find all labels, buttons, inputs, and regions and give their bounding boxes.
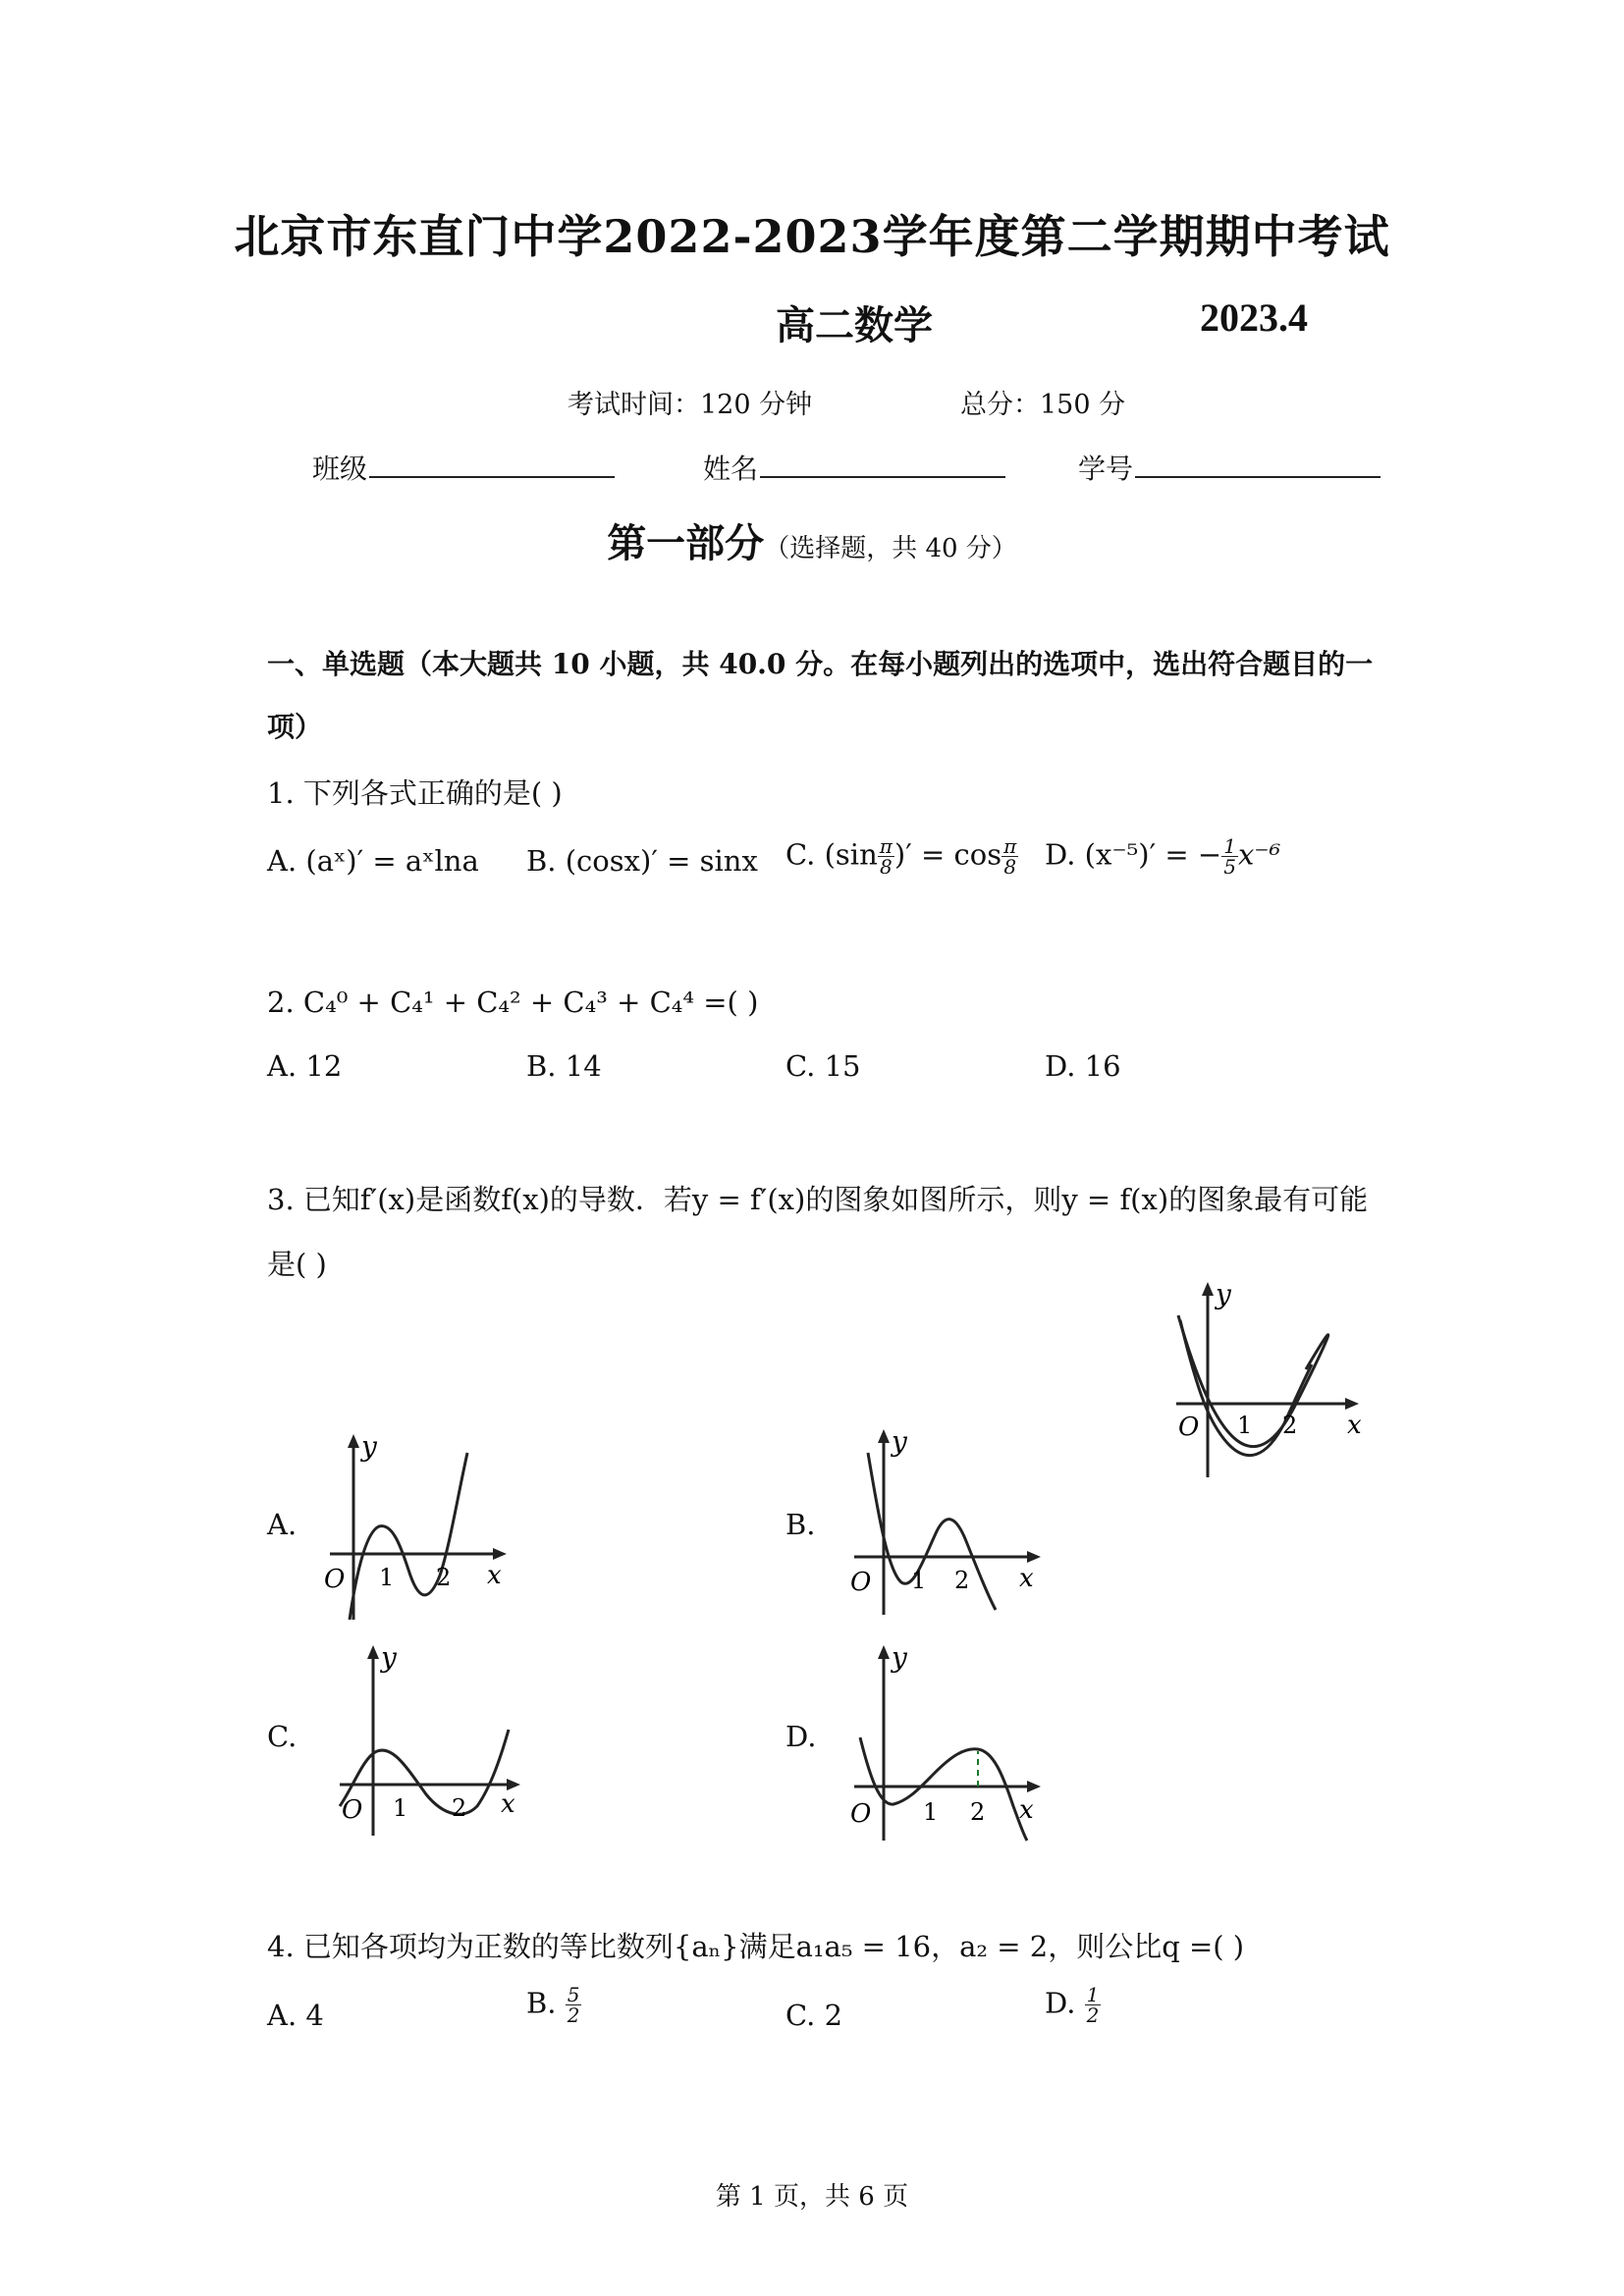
svg-text:2: 2 (970, 1798, 986, 1826)
q3-option-d-graph[interactable] (844, 1639, 1051, 1845)
svg-text:x: x (1019, 1564, 1034, 1593)
name-blank[interactable] (760, 451, 1005, 478)
q4-stem: 4. 已知各项均为正数的等比数列{aₙ}满足a₁a₅ = 16，a₂ = 2，则公比q =( ) (267, 1930, 1245, 1963)
q4-option-b[interactable]: B. $\frac{5}{2}$ (526, 1983, 580, 2027)
name-field (703, 448, 1005, 487)
svg-text:O: O (324, 1565, 346, 1594)
pi-over-8-2: $\frac{\pi}{8}$ (1003, 834, 1017, 879)
q1-option-a[interactable]: A. (aˣ)′ = aˣlna (267, 844, 479, 878)
id-label: 学号 (1078, 453, 1134, 485)
q3-stem-line1: 3. 已知f′(x)是函数f(x)的导数．若y = f′(x)的图象如图所示，则y = f(x)的图象最有可能 (267, 1183, 1369, 1216)
ref-axis-y: y (1216, 1278, 1231, 1310)
q1-option-b[interactable]: B. (cosx)′ = sinx (526, 844, 758, 878)
exam-title: 北京市东直门中学2022-2023学年度第二学期期中考试 (234, 210, 1390, 263)
name-label: 姓名 (703, 453, 759, 485)
derivative-graph (1168, 1276, 1365, 1482)
svg-text:y: y (361, 1430, 377, 1463)
q3-option-a-graph[interactable] (320, 1428, 516, 1625)
exam-subject: 高二数学 (776, 302, 933, 348)
exam-score: 总分：150 分 (960, 390, 1126, 420)
svg-text:2: 2 (452, 1794, 467, 1822)
ref-axis-x: x (1347, 1411, 1362, 1440)
pi-over-8: $\frac{\pi}{8}$ (879, 834, 893, 879)
q2-stem: 2. C₄⁰ + C₄¹ + C₄² + C₄³ + C₄⁴ =( ) (267, 986, 759, 1019)
q2-option-c[interactable]: C. 15 (785, 1049, 861, 1083)
part-heading (0, 512, 1624, 568)
one-fifth: $\frac{1}{5}$ (1223, 834, 1236, 879)
q3-option-b-label[interactable]: B. (785, 1508, 816, 1541)
svg-text:O: O (342, 1795, 363, 1825)
q3-option-b-graph[interactable] (844, 1423, 1051, 1620)
part-title: 第一部分 (607, 520, 765, 566)
q3-stem-line2: 是( ) (267, 1248, 327, 1281)
q1-option-c[interactable]: C. (sin $\frac{\pi}{8}$ )′ = cos $\frac{\pi}{8}$ (785, 834, 1017, 879)
svg-text:x: x (487, 1561, 502, 1590)
class-blank[interactable] (369, 451, 615, 478)
svg-text:1: 1 (911, 1567, 927, 1594)
class-field (312, 448, 615, 487)
svg-text:1: 1 (379, 1564, 395, 1591)
svg-text:O: O (850, 1799, 872, 1829)
svg-text:x: x (1019, 1795, 1034, 1825)
svg-text:y: y (381, 1641, 397, 1674)
id-field (1078, 448, 1380, 487)
section-heading-line2: 项） (267, 711, 323, 743)
section-heading (267, 633, 1396, 759)
q4-option-a[interactable]: A. 4 (267, 1999, 324, 2032)
svg-text:1: 1 (923, 1798, 939, 1826)
q2-option-b[interactable]: B. 14 (526, 1049, 602, 1083)
q3-option-c-graph[interactable] (334, 1639, 530, 1841)
ref-tick-1: 1 (1237, 1412, 1253, 1439)
svg-text:2: 2 (436, 1564, 452, 1591)
svg-text:y: y (892, 1425, 907, 1458)
one-half: $\frac{1}{2}$ (1086, 1983, 1100, 2027)
exam-date: 2023.4 (1200, 295, 1308, 340)
q2-option-a[interactable]: A. 12 (267, 1049, 343, 1083)
q3-option-d-label[interactable]: D. (785, 1720, 817, 1753)
id-blank[interactable] (1135, 451, 1380, 478)
svg-text:2: 2 (954, 1567, 970, 1594)
q1-option-d[interactable]: D. (x⁻⁵)′ = − $\frac{1}{5}$ x⁻⁶ (1045, 834, 1281, 879)
section-heading-line1: 一、单选题（本大题共 10 小题，共 40.0 分。在每小题列出的选项中，选出符合题目的一 (267, 648, 1374, 680)
svg-text:O: O (850, 1568, 872, 1597)
q2-option-d[interactable]: D. 16 (1045, 1049, 1121, 1083)
class-label: 班级 (312, 453, 368, 485)
svg-text:y: y (892, 1641, 907, 1674)
svg-text:x: x (501, 1789, 515, 1819)
ref-origin: O (1178, 1413, 1200, 1442)
q4-option-c[interactable]: C. 2 (785, 1999, 843, 2032)
exam-time: 考试时间：120 分钟 (568, 390, 813, 420)
svg-text:1: 1 (393, 1794, 408, 1822)
q3-option-c-label[interactable]: C. (267, 1720, 298, 1753)
part-note: （选择题，共 40 分） (764, 534, 1017, 563)
q1-stem: 1. 下列各式正确的是( ) (267, 776, 563, 810)
q3-option-a-label[interactable]: A. (267, 1508, 298, 1541)
q4-option-d[interactable]: D. $\frac{1}{2}$ (1045, 1983, 1100, 2027)
ref-tick-2: 2 (1282, 1412, 1298, 1439)
five-halves: $\frac{5}{2}$ (567, 1983, 580, 2027)
page-footer: 第 1 页，共 6 页 (715, 2182, 909, 2212)
